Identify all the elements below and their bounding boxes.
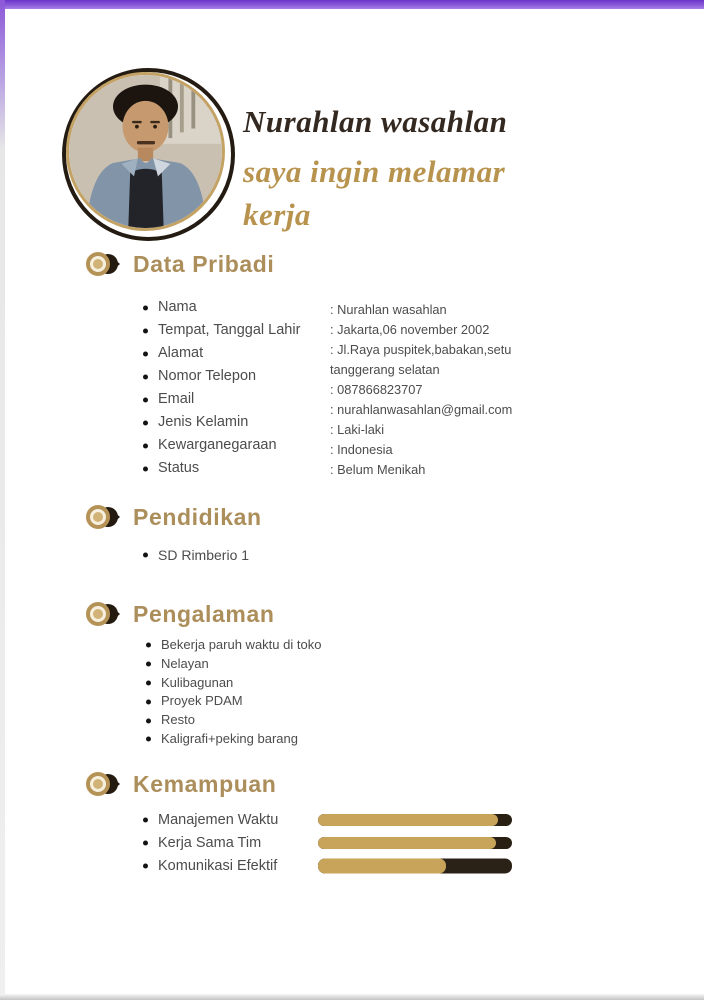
skill-row [0, 808, 704, 831]
value-tempat-tanggal-lahir: : Jakarta,06 november 2002 [330, 322, 490, 337]
profile-photo-ring [66, 72, 225, 231]
skill-label: Komunikasi Efektif [143, 858, 277, 874]
section-data-pribadi-header [85, 250, 704, 278]
skill-bar [318, 858, 512, 873]
section-data-pribadi [0, 250, 704, 490]
skill-bar [318, 837, 512, 849]
value-alamat-line-1: : Jl.Raya puspitek,babakan,setu [330, 342, 512, 357]
eye-bullet-icon [85, 503, 121, 531]
section-title: Kemampuan [133, 770, 277, 797]
section-kemampuan [0, 770, 704, 877]
tagline-line-1: saya ingin melamar [243, 154, 506, 189]
label-email: Email [143, 388, 300, 411]
value-status: : Belum Menikah [330, 462, 426, 477]
skill-label: Manajemen Waktu [143, 812, 278, 828]
value-kewarganegaraan: : Indonesia [330, 442, 393, 457]
skill-bar-fill [318, 837, 496, 849]
skill-row [0, 854, 704, 877]
kemampuan-rows [0, 808, 704, 877]
value-alamat-line-2: tanggerang selatan [330, 362, 440, 377]
skill-bar-fill [318, 814, 498, 826]
label-nomor-telepon: Nomor Telepon [143, 365, 300, 388]
top-purple-border [0, 0, 704, 9]
eye-bullet-icon [85, 770, 121, 798]
label-alamat: Alamat [143, 342, 300, 365]
skill-bar-fill [318, 858, 446, 873]
pengalaman-item: Resto [146, 711, 704, 730]
skill-row [0, 831, 704, 854]
skill-label: Kerja Sama Tim [143, 835, 261, 851]
bottom-page-shadow [0, 994, 704, 1000]
pendidikan-items [143, 545, 704, 565]
skill-bar [318, 814, 512, 826]
pengalaman-item: Bekerja paruh waktu di toko [146, 636, 704, 655]
pengalaman-item: Proyek PDAM [146, 692, 704, 711]
data-pribadi-values [330, 300, 512, 480]
tagline-line-2: kerja [243, 197, 311, 232]
eye-bullet-icon [85, 250, 121, 278]
section-kemampuan-header [85, 770, 704, 798]
value-email: : nurahlanwasahlan@gmail.com [330, 402, 513, 417]
section-title: Data Pribadi [133, 250, 275, 277]
person-name: Nurahlan wasahlan [243, 104, 508, 139]
value-nomor-telepon: : 087866823707 [330, 382, 423, 397]
eye-bullet-icon [85, 600, 121, 628]
value-nama: : Nurahlan wasahlan [330, 302, 447, 317]
label-status: Status [143, 457, 300, 480]
value-jenis-kelamin: : Laki-laki [330, 422, 385, 437]
label-jenis-kelamin: Jenis Kelamin [143, 411, 300, 434]
section-pengalaman-header [85, 600, 704, 628]
section-pendidikan-header [85, 503, 704, 531]
pengalaman-item: Kulibagunan [146, 674, 704, 693]
profile-photo [62, 68, 235, 241]
pengalaman-items [146, 636, 704, 749]
label-nama: Nama [143, 296, 300, 319]
portrait-illustration [69, 75, 222, 228]
label-tempat-tanggal-lahir: Tempat, Tanggal Lahir [143, 319, 300, 342]
pengalaman-item: Kaligrafi+peking barang [146, 730, 704, 749]
section-title: Pendidikan [133, 503, 262, 530]
section-pengalaman [0, 600, 704, 749]
section-pendidikan [0, 503, 704, 565]
data-pribadi-labels [143, 296, 300, 480]
section-title: Pengalaman [133, 600, 275, 627]
pengalaman-item: Nelayan [146, 655, 704, 674]
pendidikan-item: SD Rimberio 1 [143, 545, 704, 565]
label-kewarganegaraan: Kewarganegaraan [143, 434, 300, 457]
tagline [243, 150, 663, 236]
